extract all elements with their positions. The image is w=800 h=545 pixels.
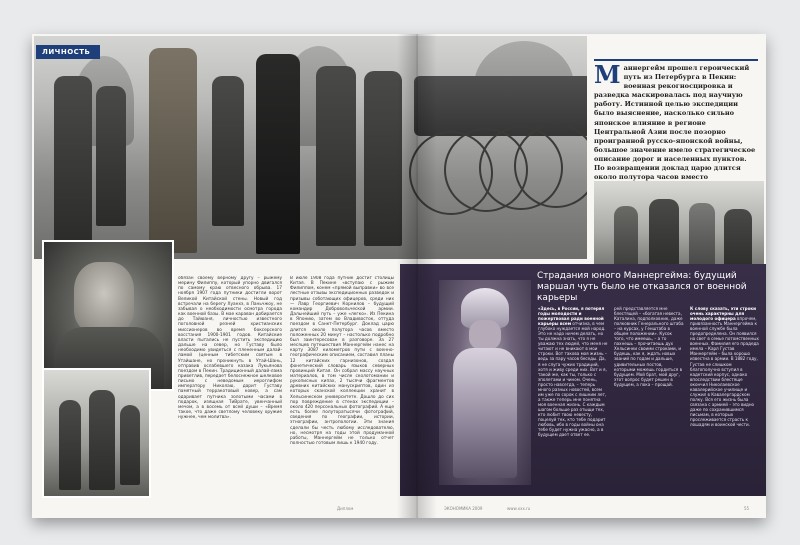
page-number: 55 [744,506,750,511]
article-column-2: В июле 1908 года путник достиг столицы Китая. В Пекине «вступаю с рыжим Филиппом, конем «прямой выправки» во все лестные отзывы экспедиционных разведок и призывы соботающих офицеров, среди них — Лавр Георгиевич Корнилов – будущий командир Добровольческой армии. Дальнейший путь – уже «легко». Из Пекина в Японию, затем во Владивосток, оттуда поездом в Санкт-Петербург. Доклад царю длится около полутора часов вместо положенных 20 минут – настолько подробно был заинтересован в разговоре. За 27 месяцев путешествия Маннергейм нанес на карту 3087 километров пути с военно-географическим описанием, составил планы 12 китайских гарнизонов, создал фонетический словарь языков северных провинций Китая. Он собрал массу научных материалов, в том числе сколотомании и рукописных кипах, 2 тысячи фрагментов древних китайских манускриптов, один из которых сканской коллекции хранит в Хельсинкском университете. Дошло до сих пор повреждение в стенах экспедиции – около 420 персональных фотографий. А еще есть более полуторатысячи фотографий, сведения по географии, истории, этнографии, антропологии. Эти знания сделали бы честь любому исследователю, но, несмотря на годы этой продуманной работы, Маннергейм не только отчет полностью готовым лишь к 1940 году. [290,276,394,446]
sidebar-column-1-text: отчизна, в чем глубоко нуждается мой народ. Это не надо ничем делать, но ты должна знать, что я не уважаю тех людей, что меня не читают и не вникают в мои строки. Вот такова моя жизнь – ведь за пару часов беседы. Да, я не слуга чужих традиций, хотя и живу среди них. Вот и я, такой же, как ты, только с эполетами и чином. Очень, просто навсегда, – теперь много разных новостей, всем им уже по сорок с лишним лет, а также теперь мне понятна моя военная жизнь. С каждым шагом больше раз отыщи тех, кто любит твою невесту, поцелуй тех, кто тебе подарит любовь, ибо в годы войны она тебе будет нужна ужасно, а в будущем дает ответ ее. [538,321,608,438]
officers-group-photo [42,368,151,498]
section-tag: ЛИЧНОСТЬ [36,45,100,59]
sidebar-column-1 [538,306,608,491]
article-column-1: обязан своему верному другу – рыжему мерину Филиппу, который упорно двигался по самому краю отвесного обрыва. 17 ноября 1907 года путники достигли ворот Великой Китайской стены. Новый год встречали на берегу Хуанхэ, в Ланьчжоу, не забывая о необходимости осмотра города как военной базы. В мае караван добирается до Тайюаня, личностью известного поголовной резней христианских миссионеров во время боксерского восстания 1900-1901 годов. Китайские власти пытались не пустить экспедицию дальше на север, но Густаву было необходимо увидеться с плененным далай-ламой (ценным тибетским святым в Утайшане, но проникнуть в Утай-Шань, отправив ослабевшего казака Лукьянова поездом в Пекин. Традиционный далай-лама приветлив, передает белоснежное шелковое письмо с неведомым иероглифом императору Николаю, дарит Густаву памятный терракотовый ковер, а сам одаривает путника золотыми часами в подарок, изящная ТиВрате, увенчанный мечом, а в восемь от всей души – «Время такое, что даже светлому человеку оружие нужнее, чем молитва». [178,276,282,421]
magazine-spread [32,34,766,518]
intro-paragraph [594,60,758,191]
sidebar-column-3 [690,306,760,491]
parade-photo [34,36,587,259]
sidebar-column-1-lead: «Здесь, в России, я потерял годы молодости и пожертвовал ради военной карьеры всем [538,306,605,327]
footer-url: www.ххх.ru [507,506,531,511]
sidebar-column-3-lead: К слову сказать, эти строки очень характерны для молодого офицера [690,306,757,322]
intro-text: аннергейм прошел героический путь из Петербурга в Пекин: военная рекогносцировка и разведка маскировалась под научную работу. Истинной целью экспедиции было выяснение, насколько сильно японское влияние в регионе Центральной Азии после позорно проигранной русско-японской войны, большое значение имело стратегическое описание дорог и населенных пунктов. По возвращении доклад царю длится около полутора часов вместо [594,64,756,182]
drop-cap: М [594,60,621,89]
sidebar-column-2: рей представляется мне блестящей – «богатая невеста, Каталина, подполковник, даже полковник Генерального штаба – на курсах, у Генштаба в общем положении». Кусок того, что имеешь, – а то пахнешь – прочитаешь дух Хельсинки своими строками, и будешь, как я, ждать новых званий по годам и дальше, удивительных постов, которыми можешь гордиться в будущем. Мой брат, мой друг, этот вопрос будет решен в будущем, а пока – прощай. [614,306,684,387]
sidebar-column-3-text: впрочем, привязанность Маннергейма к военной службе была предопределена. Он появился на свет в семье потомственных военных. Фамилия его прадеда имела – Карл Густав Маннергейм – была хорошо известна в армии. В 1882 году, Густав не слишком благополучно вступил в кадетский корпус, однако впоследствии блестяще окончил Николаевское кавалерийское училище и служил в Кавалергардском полку. Вся его жизнь была связана с армией – это видно даже по сохранившимся письмам, в которых прослеживается страсть к лошадям и воинской чести. [690,316,759,428]
young-officer-photo [439,280,531,485]
expedition-photo [594,181,764,275]
footer-issue: ЭКОНОМИКА 2009 [444,506,483,511]
sidebar-title: Страдания юного Маннергейма: будущий маршал чуть было не отказался от военной карьеры [537,271,747,303]
footer-brand: Диплом [337,506,354,511]
